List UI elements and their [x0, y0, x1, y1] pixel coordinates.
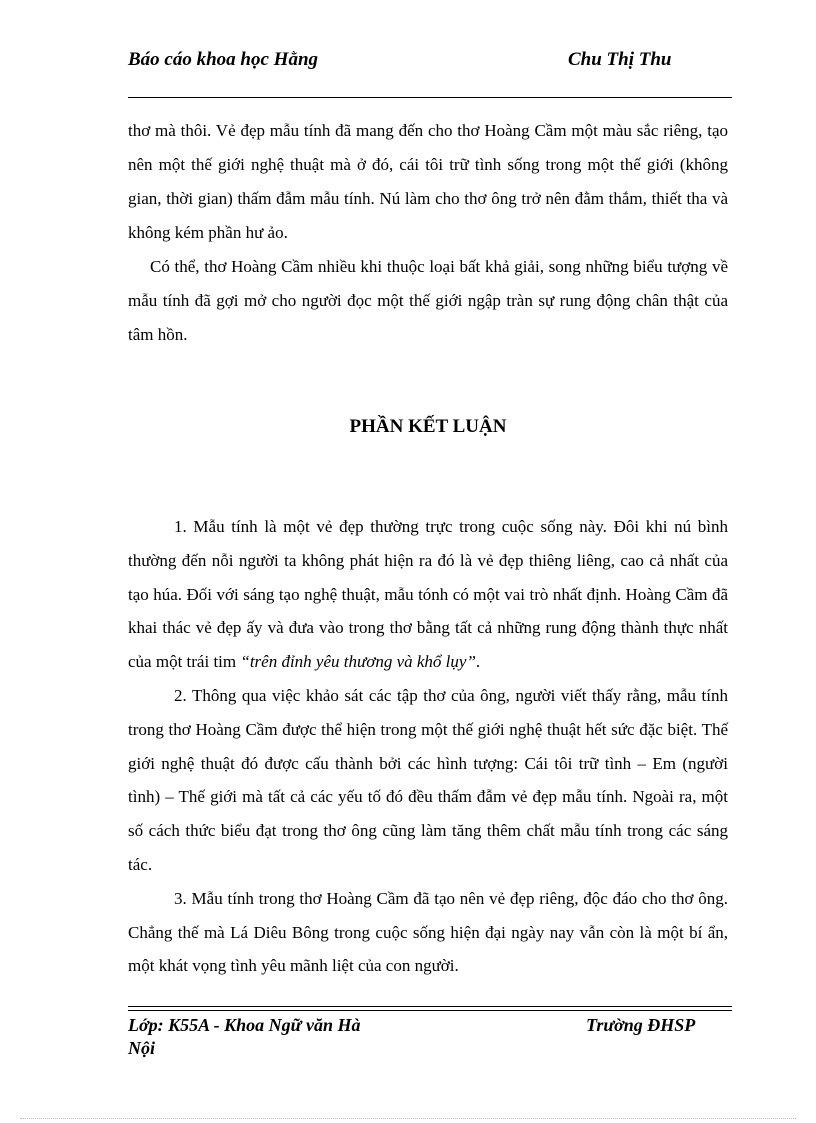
footer-divider-bottom: [128, 1010, 732, 1011]
page-footer: [128, 1014, 732, 1064]
conclusion-point-3: 3. Mẫu tính trong thơ Hoàng Cầm đã tạo nên vẻ đẹp riêng, độc đáo cho thơ ông. Chẳng thế mà Lá Diêu Bông trong cuộc sống hiện đại ngày nay vẫn còn là một bí ẩn, một khát vọng tình yêu mãnh liệt của con người.: [128, 888, 728, 976]
footer-divider-top: [128, 1006, 732, 1007]
conclusion-text: [128, 510, 728, 983]
conclusion-point-1-end: .: [475, 652, 481, 672]
page-edge-dotted-line: [20, 1118, 796, 1119]
footer-school: Trường ĐHSP: [586, 1015, 696, 1035]
page-header: [128, 48, 732, 98]
section-heading: PHẦN KẾT LUẬN: [349, 416, 507, 437]
conclusion-point-1-quote: “trên đỉnh yêu thương và khổ lụy”: [240, 652, 476, 672]
paragraph-symbols: Có thể, thơ Hoàng Cầm nhiều khi thuộc loại bất khả giải, song những biểu tượng về mẫu tính đã gợi mở cho người đọc một thế giới ngập tràn sự rung động chân thật của tâm hồn.: [128, 257, 728, 344]
conclusion-point-2: 2. Thông qua việc khảo sát các tập thơ của ông, người viết thấy rằng, mẫu tính trong thơ Hoàng Cầm được thể hiện trong một thế giới nghệ thuật hết sức đặc biệt. Thế giới nghệ thuật đó được cấu thành bởi các hình tượng: Cái tôi trữ tình – Em (người tình) – Thế giới mà tất cả các yếu tố đó đều thấm đẫm vẻ đẹp mẫu tính. Ngoài ra, một số cách thức biểu đạt trong thơ ông cũng làm tăng thêm chất mẫu tính trong các sáng tác.: [128, 685, 728, 874]
conclusion-point-1: [128, 510, 728, 679]
footer-class-info: Lớp: K55A - Khoa Ngữ văn Hà Nội: [128, 1015, 361, 1058]
header-author: Chu Thị Thu: [568, 49, 672, 70]
intro-text: [128, 114, 728, 352]
header-divider: [128, 97, 732, 98]
header-report-title: Báo cáo khoa học Hằng: [128, 49, 319, 70]
conclusion-point-1-text: 1. Mẫu tính là một vẻ đẹp thường trực trong cuộc sống này. Đôi khi nú bình thường đến nỗi người ta không phát hiện ra đó là vẻ đẹp thiêng liêng, cao cả nhất của tạo húa. Đối với sáng tạo nghệ thuật, mẫu tónh có một vai trò nhất định. Hoàng Cầm đã khai thác vẻ đẹp ấy và đưa vào trong thơ bằng tất cả những rung động thành thực nhất của một trái tim: [128, 517, 728, 672]
paragraph-continuation: thơ mà thôi. Vẻ đẹp mẫu tính đã mang đến cho thơ Hoàng Cầm một màu sắc riêng, tạo nên một thế giới nghệ thuật mà ở đó, cái tôi trữ tình sống trong một thế giới (không gian, thời gian) thấm đẫm mẫu tính. Nú làm cho thơ ông trở nên đằm thắm, thiết tha và không kém phần hư ảo.: [128, 121, 728, 242]
